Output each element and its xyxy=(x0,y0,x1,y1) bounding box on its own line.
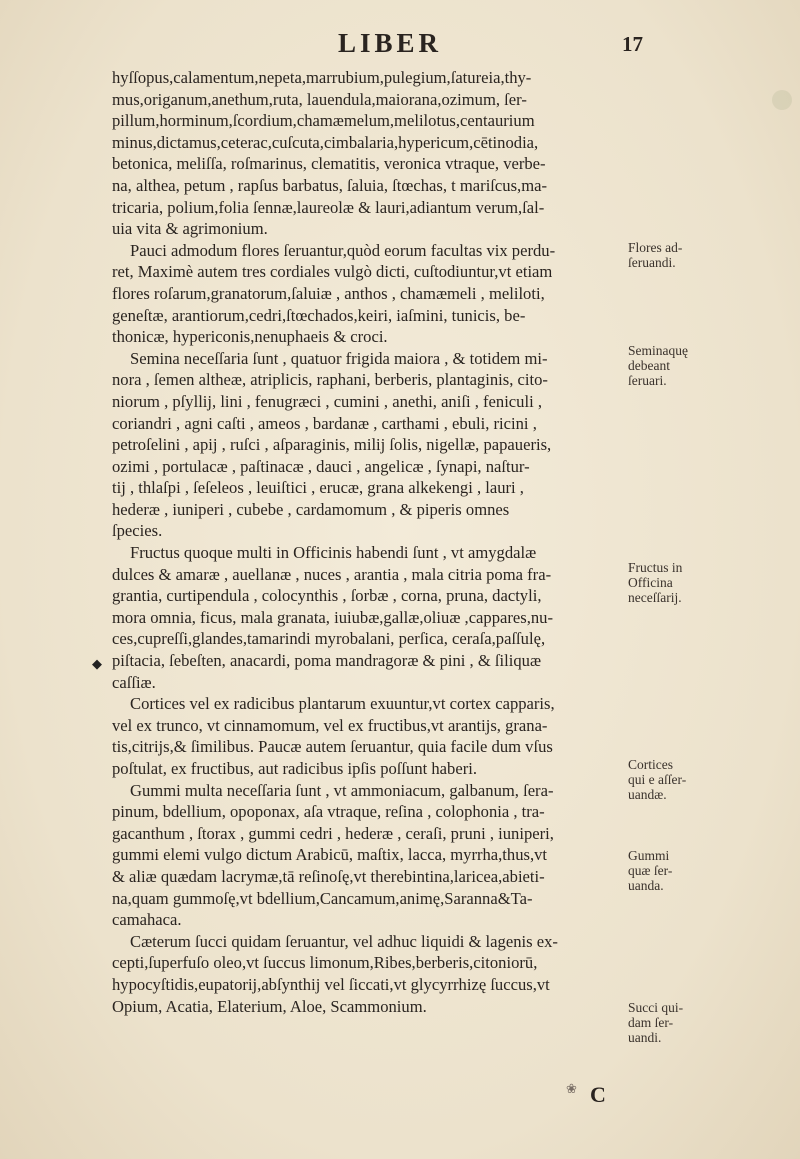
text-line: Gummi multa neceſſaria ſunt , vt ammoniacum, galbanum, ſera- xyxy=(130,780,554,800)
text-line: uia vita & agrimonium. xyxy=(112,219,268,239)
text-line: camahaca. xyxy=(112,910,182,930)
paragraph-fructus xyxy=(112,542,617,693)
text-line: mus,origanum,anethum,ruta, lauendula,maiorana,ozimum, ſer- xyxy=(112,89,527,109)
marginal-note-gummi xyxy=(628,848,748,893)
text-line: ozimi , portulacæ , paſtinacæ , dauci , angelicæ , ſynapi, naſtur- xyxy=(112,456,530,476)
text-line: mora omnia, ficus, mala granata, iuiubæ,gallæ,oliuæ ,cappares,nu- xyxy=(112,607,553,627)
text-line: dulces & amaræ , auellanæ , nuces , arantia , mala citria poma fra- xyxy=(112,564,552,584)
text-line: flores roſarum,granatorum,ſaluiæ , anthos , chamæmeli , meliloti, xyxy=(112,283,545,303)
text-line: na,quam gummoſę,vt bdellium,Cancamum,animę,Saranna&Ta- xyxy=(112,888,533,908)
text-line: vel ex trunco, vt cinnamomum, vel ex fructibus,vt arantijs, grana- xyxy=(112,715,548,735)
text-line: thonicæ, hypericonis,nenuphaeis & croci. xyxy=(112,327,388,347)
running-head: LIBER xyxy=(338,28,443,58)
page-number: 17 xyxy=(622,32,643,56)
body-text xyxy=(112,67,617,1017)
text-line: coriandri , agni caſti , ameos , bardanæ , carthami , ebuli, ricini , xyxy=(112,413,537,433)
marginal-line: ſeruari. xyxy=(628,373,667,388)
text-line: na, althea, petum , rapſus barbatus, ſaluia, ſtœchas, t mariſcus,ma- xyxy=(112,175,547,195)
marginal-line: uandi. xyxy=(628,1030,662,1045)
paper-stain xyxy=(772,90,792,110)
text-line: ret, Maximè autem tres cordiales vulgò dicti, cuſtodiuntur,vt etiam xyxy=(112,262,553,282)
marginal-note-flores xyxy=(628,240,748,270)
margin-dot-icon: ◆ xyxy=(92,656,102,671)
text-line: pillum,horminum,ſcordium,chamæmelum,melilotus,centaurium xyxy=(112,111,535,131)
marginal-line: neceſſarij. xyxy=(628,590,682,605)
marginal-line: Succi qui- xyxy=(628,1000,684,1015)
marginal-line: Flores ad- xyxy=(628,240,683,255)
text-line: gacanthum , ſtorax , gummi cedri , hederæ , ceraſi, pruni , iuniperi, xyxy=(112,823,554,843)
text-line: ces,cupreſſi,glandes,tamarindi myrobalani, perſica, ceraſa,paſſulę, xyxy=(112,629,546,649)
paragraph-gummi xyxy=(112,780,617,931)
marginal-line: Officina xyxy=(628,575,673,590)
paragraph-herbs xyxy=(112,67,617,240)
marginal-line: qui e aſſer- xyxy=(628,772,687,787)
text-line: niorum , pſyllij, lini , fenugræci , cumini , anethi, aniſi , feniculi , xyxy=(112,391,542,411)
text-line: geneſtæ, arantiorum,cedri,ſtœchados,keiri, iaſmini, tunicis, be- xyxy=(112,305,526,325)
text-line: ſpecies. xyxy=(112,521,163,541)
printer-ornament-icon: ❀ xyxy=(566,1081,577,1096)
marginal-line: debeant xyxy=(628,358,670,373)
marginal-line: uanda. xyxy=(628,878,664,893)
paragraph-succi xyxy=(112,931,617,1017)
marginal-line: Gummi xyxy=(628,848,670,863)
text-line: gummi elemi vulgo dictum Arabicū, maſtix, lacca, myrrha,thus,vt xyxy=(112,845,548,865)
marginal-line: Fructus in xyxy=(628,560,683,575)
paragraph-flores xyxy=(112,240,617,348)
marginal-line: Seminaquę xyxy=(628,343,688,358)
marginal-line: dam ſer- xyxy=(628,1015,674,1030)
text-line: Pauci admodum flores ſeruantur,quòd eorum facultas vix perdu- xyxy=(130,240,556,260)
text-line: tricaria, polium,folia ſennæ,laureolæ & lauri,adiantum verum,ſal- xyxy=(112,197,545,217)
text-line: Semina neceſſaria ſunt , quatuor frigida maiora , & totidem mi- xyxy=(130,348,548,368)
text-line: Fructus quoque multi in Officinis habendi ſunt , vt amygdalæ xyxy=(130,543,537,563)
text-line: tis,citrijs,& ſimilibus. Paucæ autem ſeruantur, quia facile dum vſus xyxy=(112,737,553,757)
marginal-line: Cortices xyxy=(628,757,673,772)
signature-mark: C xyxy=(590,1082,606,1107)
text-line: petroſelini , apij , ruſci , aſparaginis, milij ſolis, nigellæ, papaueris, xyxy=(112,435,552,455)
page-header xyxy=(0,28,800,62)
marginal-note-succi xyxy=(628,1000,748,1045)
text-line: piſtacia, ſebeſten, anacardi, poma mandragoræ & pini , & ſiliquæ xyxy=(112,651,542,671)
text-line: betonica, meliſſa, roſmarinus, clematitis, veronica vtraque, verbe- xyxy=(112,154,546,174)
text-line: tij , thlaſpi , ſeſeleos , leuiſtici , erucæ, grana alkekengi , lauri , xyxy=(112,478,524,498)
text-line: Cortices vel ex radicibus plantarum exuuntur,vt cortex capparis, xyxy=(130,694,555,714)
text-line: minus,dictamus,ceterac,cuſcuta,cimbalaria,hypericum,cētinodia, xyxy=(112,132,539,152)
marginal-note-semina xyxy=(628,343,748,388)
text-line: & aliæ quædam lacrymæ,tā reſinoſę,vt therebintina,laricea,abieti- xyxy=(112,866,545,886)
text-line: cepti,ſuperfuſo oleo,vt ſuccus limonum,Ribes,berberis,citoniorū, xyxy=(112,953,538,973)
text-line: hederæ , iuniperi , cubebe , cardamomum , & piperis omnes xyxy=(112,499,510,519)
text-line: grantia, curtipendula , colocynthis , ſorbæ , corna, pruna, dactyli, xyxy=(112,586,542,606)
paragraph-cortices xyxy=(112,693,617,779)
text-line: nora , ſemen altheæ, atriplicis, raphani, berberis, plantaginis, cito- xyxy=(112,370,548,390)
marginal-line: ſeruandi. xyxy=(628,255,676,270)
text-line: Cæterum ſucci quidam ſeruantur, vel adhuc liquidi & lagenis ex- xyxy=(130,931,558,951)
marginal-note-fructus xyxy=(628,560,748,605)
text-line: caſſiæ. xyxy=(112,672,156,692)
text-line: Opium, Acatia, Elaterium, Aloe, Scammonium. xyxy=(112,996,427,1016)
text-line: pinum, bdellium, opoponax, aſa vtraque, reſina , colophonia , tra- xyxy=(112,802,545,822)
text-line: hypocyſtidis,eupatorij,abſynthij vel ſiccati,vt glycyrrhizę ſuccus,vt xyxy=(112,974,550,994)
marginal-line: uandæ. xyxy=(628,787,667,802)
marginal-line: quæ ſer- xyxy=(628,863,673,878)
paragraph-semina xyxy=(112,348,617,542)
text-line: poſtulat, ex fructibus, aut radicibus ipſis poſſunt haberi. xyxy=(112,759,477,778)
marginal-note-cortices xyxy=(628,757,748,802)
text-line: hyſſopus,calamentum,nepeta,marrubium,pulegium,ſatureia,thy- xyxy=(112,68,532,87)
